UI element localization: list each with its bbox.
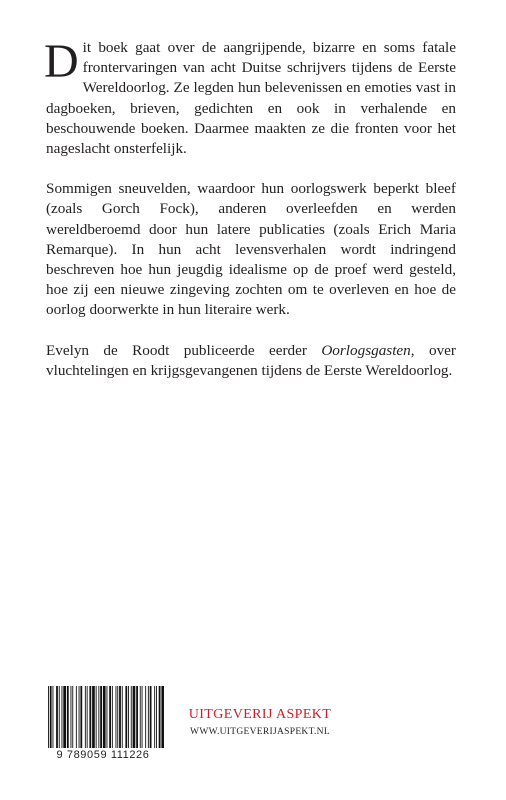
barcode-bar [103,686,106,748]
barcode-bar [154,686,155,748]
barcode-bar [59,686,60,748]
barcode-bar [96,686,97,748]
barcode-bar [100,686,102,748]
barcode-bar [92,686,95,748]
barcode-bar [50,686,52,748]
barcode-bar [116,686,117,748]
barcode-bar [67,686,69,748]
barcode-bar [56,686,58,748]
barcode-bar [85,686,86,748]
barcode-bar [117,686,118,748]
barcode-bar [53,686,54,748]
barcode-bar [136,686,138,748]
barcode-bar [161,686,164,748]
barcode-bar [159,686,161,748]
blurb-paragraph-3 [46,341,456,381]
isbn-number: 9 789059 111226 [56,749,150,761]
publisher-name: UITGEVERIJ ASPEKT [188,707,332,722]
barcode-bar [140,686,141,748]
blurb-paragraph-2: Sommigen sneuvelden, waardoor hun oorlogswerk beperkt bleef (zoals Gorch Fock), anderen overleefden en werden wereldberoemd door hun latere publicaties (zoals Erich Maria Remarque). In hun acht levensverhalen wordt indringend beschreven hoe hun jeugdig idealisme op de proef werd gesteld, hoe zij een nieuwe zingeving zochten om te overleven en hoe de oorlog doorwerkte in hun literaire werk. [46,180,456,319]
blurb-paragraph-1-text: it boek gaat over de aangrijpende, bizarre en soms fatale frontervaringen van acht Duitse schrijvers tijdens de Eerste Wereldoorlog. Ze legden hun belevenissen en emoties vast in dagboeken, brieven, gedichten en ook in verhalende en beschouwende boeken. Daarmee maakten ze die fronten voor het nageslacht onsterfelijk. [46,39,456,158]
barcode-bar [142,686,143,748]
barcode-bar [128,686,129,748]
barcode-bar [119,686,121,748]
barcode-bar [63,686,66,748]
barcode-bar [150,686,152,748]
publisher-block [170,706,350,738]
barcode-bar [80,686,82,748]
barcode-bar [98,686,99,748]
barcode-bar [76,686,77,748]
barcode-bars-icon [46,686,164,748]
barcode-bar [89,686,91,748]
blurb-paragraph-1 [44,35,456,159]
publisher-url: WWW.UITGEVERIJASPEKT.NL [190,727,330,737]
barcode-bar [107,686,108,748]
barcode-bar [112,686,113,748]
drop-cap: D [44,35,79,88]
barcode-bar [131,686,132,748]
barcode-bar [145,686,146,748]
blurb-paragraph-3-after: , over vluchtelingen en krijgsgevangenen tijdens de Eerste Wereldoorlog. [46,341,456,379]
barcode-bar [48,686,49,748]
barcode-bar [156,686,157,748]
blurb-text [44,35,456,401]
blurb-paragraph-3-before: Evelyn de Roodt publiceerde eerder [46,341,322,359]
barcode-bar [62,686,63,748]
barcode-bar [79,686,80,748]
barcode-bar [133,686,136,748]
barcode-bar [109,686,111,748]
barcode-bar [122,686,123,748]
barcode-bar [72,686,73,748]
barcode-bar [148,686,149,748]
barcode-bar [71,686,72,748]
barcode-bar [87,686,88,748]
previous-book-title: Oorlogsgasten [321,341,411,359]
barcode-bar [125,686,127,748]
